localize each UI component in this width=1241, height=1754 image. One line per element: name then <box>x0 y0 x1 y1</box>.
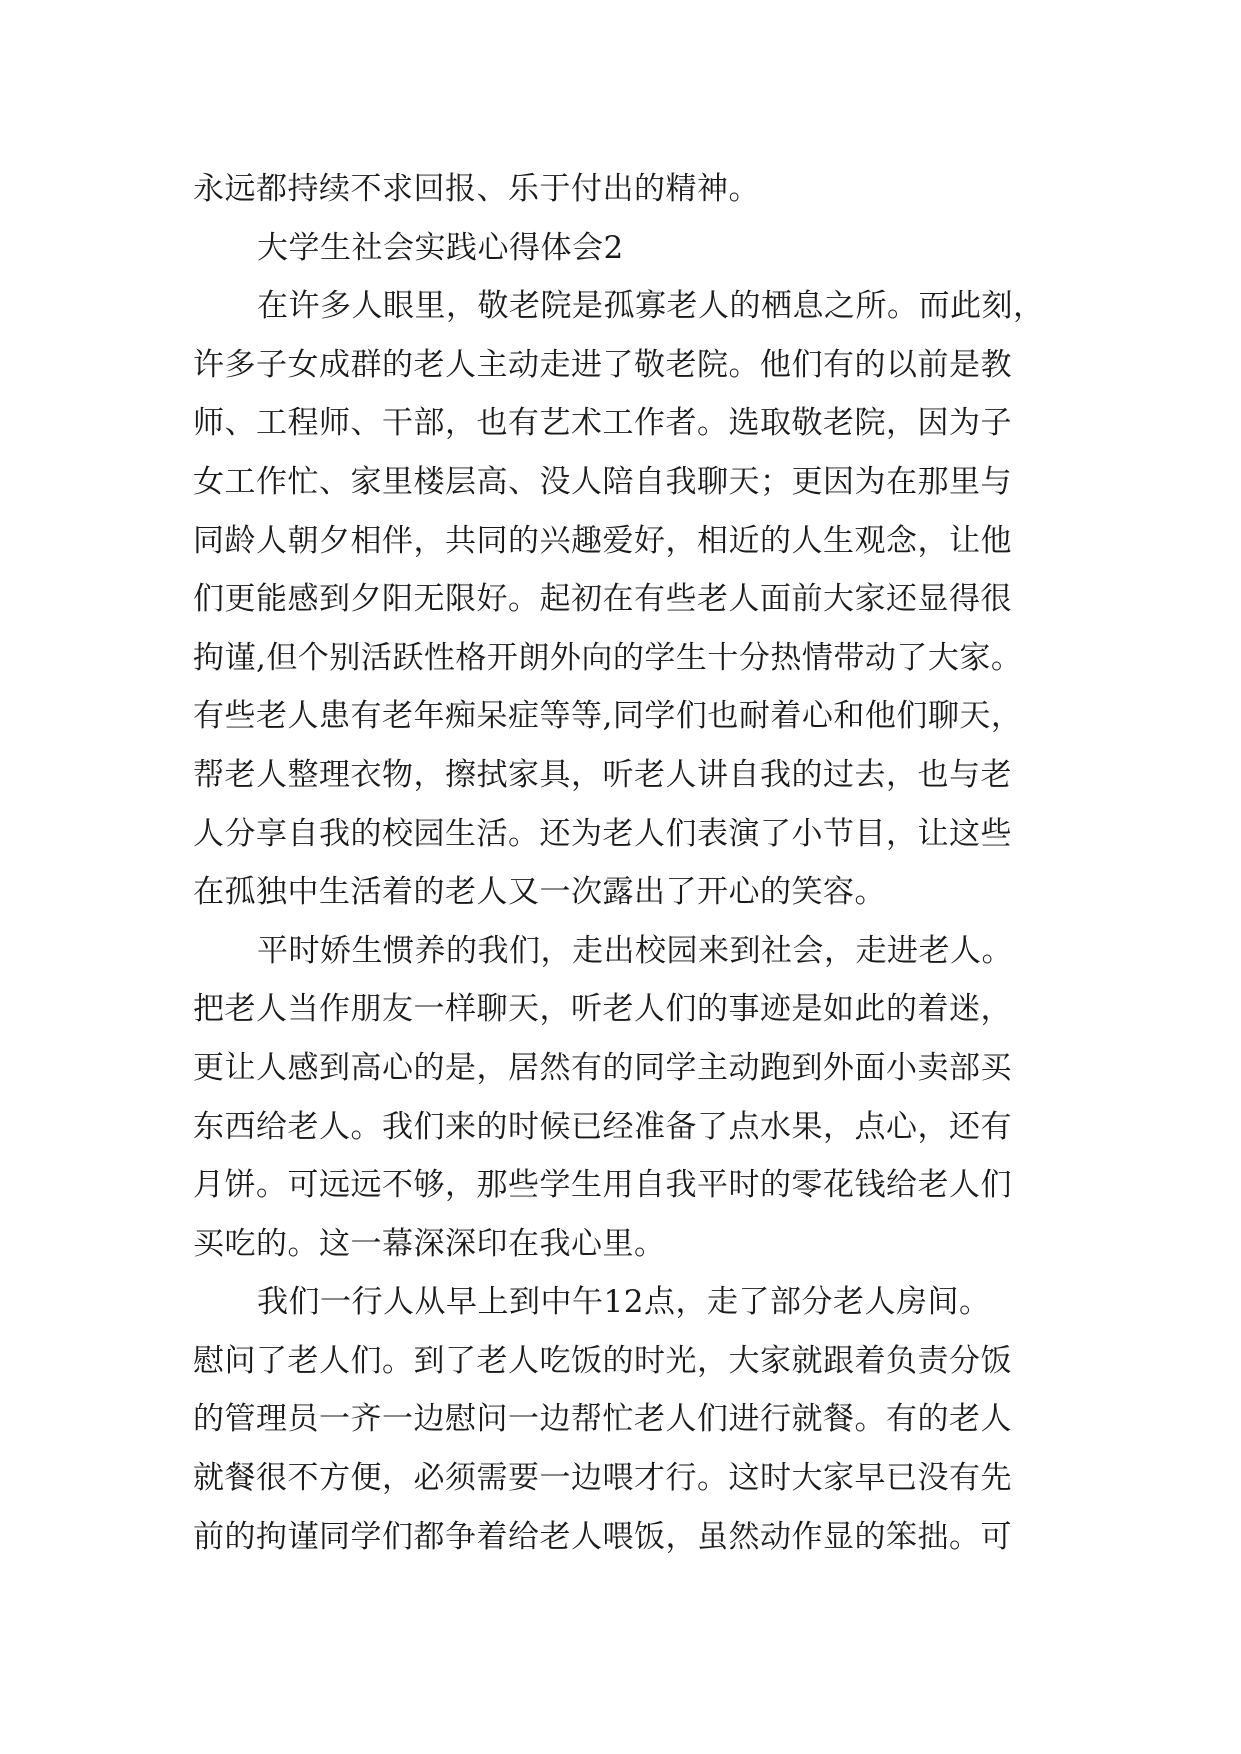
text-line: 我们一行人从早上到中午12点，走了部分老人房间。 <box>257 1284 991 1321</box>
text-line: 就餐很不方便，必须需要一边喂才行。这时大家早已没有先 <box>193 1460 1012 1497</box>
text-line: 慰问了老人们。到了老人吃饭的时光，大家就跟着负责分饭 <box>193 1342 1012 1379</box>
text-line: 人分享自我的校园生活。还为老人们表演了小节目，让这些 <box>193 815 1012 852</box>
text-line: 永远都持续不求回报、乐于付出的精神。 <box>193 171 760 207</box>
text-line: 拘谨,但个别活跃性格开朗外向的学生十分热情带动了大家。 <box>193 639 1023 676</box>
text-line: 平时娇生惯养的我们，走出校园来到社会，走进老人。 <box>257 932 1013 969</box>
text-line: 有些老人患有老年痴呆症等等,同学们也耐着心和他们聊天， <box>193 698 1023 735</box>
text-line: 同龄人朝夕相伴，共同的兴趣爱好，相近的人生观念，让他 <box>193 522 1012 559</box>
text-line: 师、工程师、干部，也有艺术工作者。选取敬老院，因为子 <box>193 405 1012 442</box>
text-line: 买吃的。这一幕深深印在我心里。 <box>193 1225 666 1262</box>
text-line: 更让人感到高心的是，居然有的同学主动跑到外面小卖部买 <box>193 1049 1012 1086</box>
text-line: 东西给老人。我们来的时候已经准备了点水果，点心，还有 <box>193 1108 1012 1145</box>
text-line: 们更能感到夕阳无限好。起初在有些老人面前大家还显得很 <box>193 581 1012 618</box>
text-line: 把老人当作朋友一样聊天，听老人们的事迹是如此的着迷， <box>193 991 1012 1028</box>
text-line: 的管理员一齐一边慰问一边帮忙老人们进行就餐。有的老人 <box>193 1401 1012 1438</box>
text-line: 帮老人整理衣物，擦拭家具，听老人讲自我的过去，也与老 <box>193 756 1012 793</box>
text-line: 在孤独中生活着的老人又一次露出了开心的笑容。 <box>193 874 886 911</box>
text-line: 月饼。可远远不够，那些学生用自我平时的零花钱给老人们 <box>193 1167 1012 1204</box>
text-line: 许多子女成群的老人主动走进了敬老院。他们有的以前是教 <box>193 346 1012 383</box>
text-line: 女工作忙、家里楼层高、没人陪自我聊天；更因为在那里与 <box>193 463 1012 500</box>
document-body <box>193 160 1063 1566</box>
text-line: 在许多人眼里，敬老院是孤寡老人的栖息之所。而此刻， <box>257 288 1045 325</box>
section-heading: 大学生社会实践心得体会2 <box>257 229 624 266</box>
text-line: 前的拘谨同学们都争着给老人喂饭，虽然动作显的笨拙。可 <box>193 1518 1012 1555</box>
